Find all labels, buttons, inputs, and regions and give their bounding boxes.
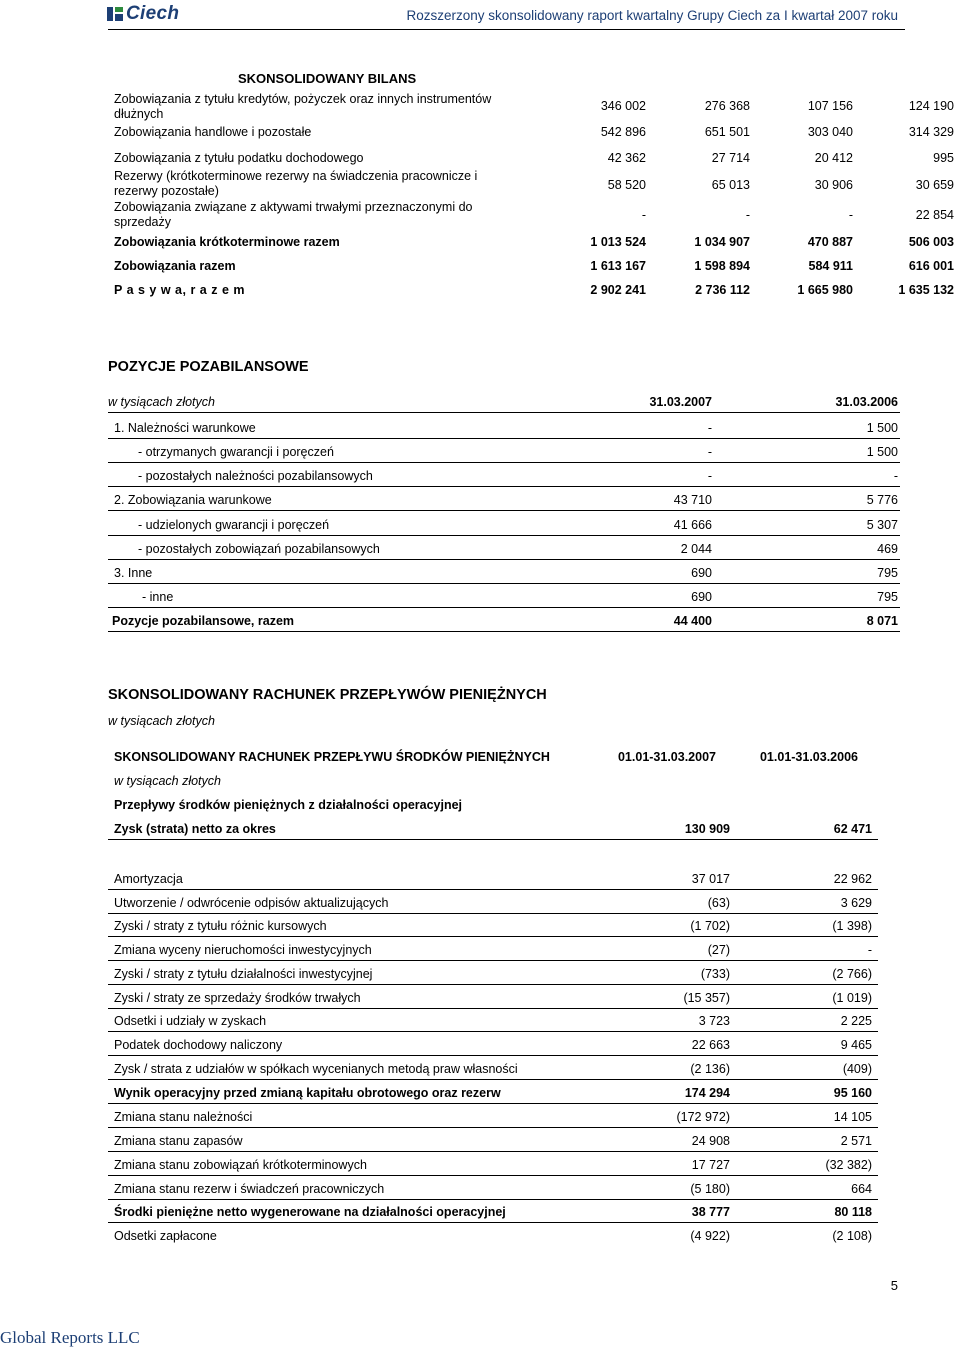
off-balance-unit: w tysiącach złotych (108, 395, 215, 409)
cashflow-row (108, 985, 878, 1009)
balance-value: 2 902 241 (590, 283, 646, 297)
off-balance-value: - (893, 469, 898, 483)
balance-value: 276 368 (704, 99, 750, 113)
off-balance-row (108, 464, 900, 487)
cashflow-label: Odsetki zapłacone (114, 1229, 217, 1243)
off-balance-value: 1 500 (866, 445, 898, 459)
cashflow-label: Środki pieniężne netto wygenerowane na działalności operacyjnej (114, 1205, 506, 1219)
balance-value: - (745, 208, 750, 222)
cashflow-label: Odsetki i udziały w zyskach (114, 1014, 267, 1028)
cashflow-value: (2 136) (690, 1062, 730, 1076)
off-balance-value: 690 (691, 566, 712, 580)
balance-value: 1 635 132 (898, 283, 954, 297)
off-balance-value: 469 (877, 542, 898, 556)
balance-value: 542 896 (600, 125, 646, 139)
cashflow-value: 3 723 (698, 1014, 730, 1028)
off-balance-row (108, 585, 900, 608)
cashflow-label: Zyski / straty ze sprzedaży środków trwałych (114, 991, 361, 1005)
cashflow-value: 62 471 (833, 822, 872, 836)
balance-value: 27 714 (711, 151, 750, 165)
balance-value: 20 412 (814, 151, 853, 165)
balance-value: 58 520 (607, 178, 646, 192)
off-balance-row (108, 561, 900, 584)
cashflow-value: 14 105 (833, 1110, 872, 1124)
off-balance-header-row (108, 390, 900, 413)
off-balance-value: 1 500 (866, 421, 898, 435)
off-balance-title: POZYCJE POZABILANSOWE (108, 359, 309, 375)
cashflow-row (108, 1128, 878, 1152)
cashflow-row (108, 1152, 878, 1176)
balance-value: 651 501 (704, 125, 750, 139)
cashflow-value: (32 382) (825, 1158, 872, 1172)
balance-value: 616 001 (908, 259, 954, 273)
logo-text: Ciech (126, 3, 180, 24)
cashflow-value: (2 108) (832, 1229, 872, 1243)
off-balance-label: - inne (142, 590, 174, 604)
cashflow-value: 37 017 (691, 872, 730, 886)
cashflow-value: (1 398) (832, 919, 872, 933)
cashflow-row (108, 937, 878, 961)
balance-value: 346 002 (600, 99, 646, 113)
cashflow-row (108, 961, 878, 985)
balance-value: 124 190 (908, 99, 954, 113)
off-balance-value: - (707, 445, 712, 459)
balance-value: 1 034 907 (694, 235, 750, 249)
cashflow-row (108, 1104, 878, 1128)
cashflow-section-title: SKONSOLIDOWANY RACHUNEK PRZEPŁYWÓW PIENIĘŻNYCH (108, 687, 547, 703)
balance-row-label: Zobowiązania z tytułu kredytów, pożyczek oraz innych instrumentów dłużnych (114, 92, 492, 121)
cashflow-label: Zmiana stanu zobowiązań krótkoterminowych (114, 1158, 367, 1172)
off-balance-value: 5 307 (866, 518, 898, 532)
cashflow-value: 174 294 (684, 1086, 730, 1100)
cashflow-row (108, 866, 878, 890)
cashflow-row (108, 1008, 878, 1032)
balance-value: - (641, 208, 646, 222)
cashflow-value: (63) (707, 896, 730, 910)
cashflow-value: (172 972) (676, 1110, 730, 1124)
cashflow-value: (1 702) (690, 919, 730, 933)
balance-value: 1 613 167 (590, 259, 646, 273)
cashflow-table-title: SKONSOLIDOWANY RACHUNEK PRZEPŁYWU ŚRODKÓW PIENIĘŻNYCH (114, 750, 550, 764)
cashflow-subheading: Przepływy środków pieniężnych z działalności operacyjnej (114, 798, 463, 812)
off-balance-label: - pozostałych zobowiązań pozabilansowych (138, 542, 380, 556)
cashflow-value: 80 118 (834, 1205, 872, 1219)
off-balance-row (108, 537, 900, 560)
off-balance-value: 690 (691, 590, 712, 604)
report-title: Rozszerzony skonsolidowany raport kwartalny Grupy Ciech za I kwartał 2007 roku (406, 8, 898, 23)
off-balance-row (108, 513, 900, 536)
off-balance-label: 3. Inne (114, 566, 153, 580)
cashflow-label: Zmiana stanu rezerw i świadczeń pracowniczych (114, 1182, 385, 1196)
off-balance-col1-header: 31.03.2007 (649, 395, 712, 409)
balance-value: 314 329 (908, 125, 954, 139)
cashflow-label: Utworzenie / odwrócenie odpisów aktualizujących (114, 896, 389, 910)
cashflow-value: 2 225 (840, 1014, 872, 1028)
balance-row-label: Zobowiązania krótkoterminowe razem (114, 235, 340, 249)
off-balance-value: 2 044 (680, 542, 712, 556)
cashflow-value: (1 019) (832, 991, 872, 1005)
off-balance-label: - otrzymanych gwarancji i poręczeń (138, 445, 334, 459)
cashflow-value: 22 962 (833, 872, 872, 886)
cashflow-label: Zyski / straty z tytułu różnic kursowych (114, 919, 327, 933)
off-balance-col2-header: 31.03.2006 (835, 395, 898, 409)
balance-title: SKONSOLIDOWANY BILANS (238, 71, 417, 86)
balance-value: 303 040 (807, 125, 853, 139)
cashflow-total-row (108, 1199, 878, 1223)
ciech-logo-mark-icon (107, 6, 123, 22)
off-balance-value: 5 776 (866, 493, 898, 507)
balance-value: 995 (933, 151, 954, 165)
balance-value: 584 911 (808, 259, 853, 273)
cashflow-net-row (108, 818, 878, 840)
balance-row-label: P a s y w a, r a z e m (114, 283, 245, 297)
cashflow-value: (4 922) (690, 1229, 730, 1243)
cashflow-row (108, 1223, 878, 1246)
cashflow-value: 95 160 (833, 1086, 872, 1100)
cashflow-subtotal-row (108, 1080, 878, 1104)
off-balance-value: 43 710 (673, 493, 712, 507)
cashflow-value: 2 571 (840, 1134, 872, 1148)
cashflow-value: - (867, 943, 872, 957)
balance-value: - (848, 208, 853, 222)
off-balance-row (108, 440, 900, 463)
balance-value: 506 003 (908, 235, 954, 249)
off-balance-value: 8 071 (866, 614, 898, 628)
balance-value: 1 598 894 (694, 259, 750, 273)
ciech-logo (107, 4, 179, 24)
cashflow-header-row (108, 747, 878, 767)
balance-value: 30 906 (814, 178, 853, 192)
cashflow-label: Zmiana stanu zapasów (114, 1134, 243, 1148)
off-balance-value: 795 (877, 590, 898, 604)
balance-value: 1 013 524 (590, 235, 646, 249)
cashflow-col2-header: 01.01-31.03.2006 (759, 750, 858, 764)
footer-watermark: Global Reports LLC (0, 1328, 140, 1347)
off-balance-value: 795 (877, 566, 898, 580)
balance-row-label: Zobowiązania razem (114, 259, 236, 273)
cashflow-value: (15 357) (683, 991, 730, 1005)
cashflow-unit-row (108, 771, 878, 791)
off-balance-value: 44 400 (673, 614, 712, 628)
off-balance-label: 2. Zobowiązania warunkowe (114, 493, 272, 507)
cashflow-col1-header: 01.01-31.03.2007 (617, 750, 716, 764)
cashflow-value: (733) (700, 967, 730, 981)
balance-value: 22 854 (915, 208, 954, 222)
balance-value: 107 156 (807, 99, 853, 113)
cashflow-subheading-row (108, 795, 878, 815)
balance-value: 65 013 (711, 178, 750, 192)
balance-row-label: Zobowiązania handlowe i pozostałe (114, 125, 312, 139)
cashflow-label: Zyski / straty z tytułu działalności inwestycyjnej (114, 967, 373, 981)
cashflow-value: (5 180) (690, 1182, 730, 1196)
off-balance-value: 41 666 (673, 518, 712, 532)
cashflow-row (108, 890, 878, 914)
cashflow-net-label: Zysk (strata) netto za okres (114, 822, 276, 836)
cashflow-value: 664 (851, 1182, 872, 1196)
off-balance-label: Pozycje pozabilansowe, razem (112, 614, 295, 628)
off-balance-value: - (707, 421, 712, 435)
cashflow-unit: w tysiącach złotych (114, 774, 221, 788)
cashflow-value: 130 909 (684, 822, 730, 836)
cashflow-label: Zysk / strata z udziałów w spółkach wycenianych metodą praw własności (114, 1062, 518, 1076)
cashflow-value: (409) (842, 1062, 872, 1076)
cashflow-row (108, 1032, 878, 1056)
off-balance-label: 1. Należności warunkowe (114, 421, 256, 435)
cashflow-section-unit: w tysiącach złotych (108, 714, 215, 728)
cashflow-value: (2 766) (832, 967, 872, 981)
off-balance-row (108, 488, 900, 511)
off-balance-label: - udzielonych gwarancji i poręczeń (138, 518, 330, 532)
cashflow-row (108, 1056, 878, 1080)
off-balance-value: - (707, 469, 712, 483)
off-balance-total-row (108, 609, 900, 632)
cashflow-value: 24 908 (691, 1134, 730, 1148)
cashflow-value: 38 777 (691, 1205, 730, 1219)
cashflow-value: 17 727 (691, 1158, 730, 1172)
cashflow-label: Zmiana stanu należności (114, 1110, 253, 1124)
cashflow-label: Amortyzacja (114, 872, 183, 886)
page-number: 5 (890, 1278, 898, 1293)
off-balance-label: - pozostałych należności pozabilansowych (138, 469, 373, 483)
cashflow-label: Podatek dochodowy naliczony (114, 1038, 283, 1052)
balance-row-label: Zobowiązania z tytułu podatku dochodowego (114, 151, 364, 165)
cashflow-row (108, 1176, 878, 1200)
balance-row-label: Rezerwy (krótkoterminowe rezerwy na świadczenia pracownicze i rezerwy pozostałe) (114, 169, 478, 198)
cashflow-value: 22 663 (691, 1038, 730, 1052)
off-balance-row (108, 416, 900, 439)
cashflow-label: Wynik operacyjny przed zmianą kapitału obrotowego oraz rezerw (114, 1086, 501, 1100)
cashflow-row (108, 913, 878, 937)
balance-value: 470 887 (807, 235, 853, 249)
header-divider (108, 29, 905, 30)
cashflow-value: 9 465 (840, 1038, 872, 1052)
balance-value: 30 659 (915, 178, 954, 192)
balance-row-label: Zobowiązania związane z aktywami trwałymi przeznaczonymi do sprzedaży (114, 200, 473, 229)
balance-value: 2 736 112 (695, 283, 750, 297)
cashflow-value: 3 629 (840, 896, 872, 910)
balance-value: 1 665 980 (797, 283, 853, 297)
balance-value: 42 362 (607, 151, 646, 165)
cashflow-label: Zmiana wyceny nieruchomości inwestycyjnych (114, 943, 372, 957)
cashflow-value: (27) (707, 943, 730, 957)
